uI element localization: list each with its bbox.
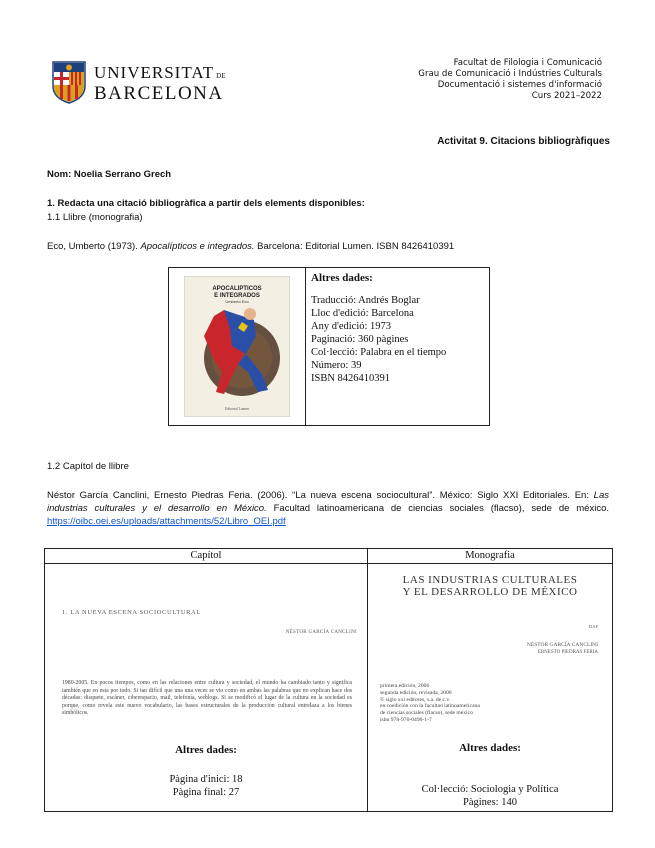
citation-author-year: Eco, Umberto (1973). <box>47 241 141 252</box>
chapter-scan-body: 1980-2005. En pocos tiempos, como en las relaciones entre cultura y sociedad, el mundo ha cambiado tanto y significa también que en esta por todo. Si tan difícil que una una veces se vio como en ambas las palabras que no explican hace dos décadas: disquete, escáner, ciberespacio, mail, telefonía, weblogs. Si se modificó el lugar de la cultura en la sociedad es porque, como revela este nuevo vocabulario, las bases estructurales de la producción cultural entrelaza a los bienes simbólicos. <box>62 680 352 717</box>
monograph-pages: Pàgines: 140 <box>463 797 517 808</box>
chapter-monograph-table <box>44 548 613 812</box>
edition-line: isbn 978-970-0490-1-7 <box>380 716 432 723</box>
cover-author: Umberto Eco <box>225 299 249 304</box>
table-header-chapter: Capítol <box>45 549 368 564</box>
edition-line: © siglo xxi editores, s.a. de c.v. <box>380 696 451 703</box>
monograph-scan-title <box>368 574 612 598</box>
chapter-scan-author: NÉSTOR GARCÍA CANCLINI <box>285 630 357 635</box>
book-info-heading: Altres dades: <box>311 272 373 284</box>
monograph-collection: Col·lecció: Sociologia y Política <box>421 784 559 795</box>
chapter-cell <box>45 564 367 811</box>
section-1-2-heading: 1.2 Capítol de llibre <box>47 461 129 472</box>
book-cover-image <box>184 276 290 417</box>
faculty-block <box>418 58 602 102</box>
university-crest-icon <box>51 60 87 104</box>
monograph-cell <box>368 564 612 811</box>
faculty-name: Facultat de Filologia i Comunicació <box>453 58 602 68</box>
monograph-scan-author2: ERNESTO PIEDRAS FERIA <box>537 650 598 655</box>
chapter-end-page: Pàgina final: 27 <box>172 787 240 798</box>
chapter-citation-link[interactable]: https://oibc.oei.es/uploads/attachments/52/Libro_OEI.pdf <box>47 516 286 527</box>
table-header-monograph: Monografia <box>368 549 612 564</box>
course-year: Curs 2021–2022 <box>531 91 602 101</box>
cover-title-line2: E INTEGRADOS <box>214 293 260 299</box>
edition-line: segunda edición, revisada, 2008 <box>380 689 452 696</box>
chapter-citation <box>47 489 609 528</box>
book-translation: Traducció: Andrés Boglar <box>311 295 420 306</box>
chapter-citation-book-title: Las industrias culturales y el desarrollo en México. <box>47 490 609 514</box>
book-citation <box>47 241 617 252</box>
university-name-line1: UNIVERSITAT <box>94 63 215 82</box>
book-details-box <box>168 267 490 426</box>
monograph-title-line2: Y EL DESARROLLO DE MÉXICO <box>402 586 578 598</box>
student-name: Nom: Noelia Serrano Grech <box>47 169 172 180</box>
citation-book-title: Apocalípticos e integrados. <box>140 241 255 252</box>
book-pages: Paginació: 360 pàgines <box>311 334 409 345</box>
cover-title-line1: APOCALIPTICOS <box>212 286 262 292</box>
chapter-info-heading: Altres dades: <box>175 744 237 756</box>
book-number: Número: 39 <box>311 360 362 371</box>
subject-name: Documentació i sistemes d'informació <box>437 80 602 90</box>
monograph-scan-dalt: DAF <box>588 624 598 629</box>
activity-title: Activitat 9. Citacions bibliogràfiques <box>437 136 610 147</box>
edition-line: de ciencias sociales (flacso), sede méxico <box>380 710 473 717</box>
university-name <box>94 64 225 103</box>
book-place: Lloc d'edició: Barcelona <box>311 308 414 319</box>
university-name-of: DE <box>216 72 226 80</box>
degree-name: Grau de Comunicació i Indústries Culturals <box>418 69 602 79</box>
book-info-cell <box>306 268 451 425</box>
edition-line: en coedición con la facultad latinoamericana <box>380 703 480 710</box>
monograph-info-heading: Altres dades: <box>459 742 521 754</box>
task-heading: 1. Redacta una citació bibliogràfica a partir dels elements disponibles: <box>47 198 365 209</box>
section-1-1-heading: 1.1 Llibre (monografia) <box>47 212 143 223</box>
cover-publisher: Editorial Lumen <box>225 407 249 411</box>
monograph-title-line1: LAS INDUSTRIAS CULTURALES <box>402 574 578 586</box>
monograph-scan-edition <box>380 683 590 724</box>
university-name-line2: BARCELONA <box>94 83 224 104</box>
citation-publisher-isbn: Barcelona: Editorial Lumen. ISBN 8426410391 <box>254 241 455 252</box>
book-isbn: ISBN 8426410391 <box>311 373 391 384</box>
chapter-citation-authors: Néstor García Canclini, Ernesto Piedras Feria. (2006). “La nueva escena sociocultural”. México: Siglo XXI Editoriales. En: <box>47 490 594 501</box>
edition-line: primera edición, 2006 <box>380 683 430 689</box>
chapter-scan-title: 1. LA NUEVA ESCENA SOCIOCULTURAL <box>62 609 201 616</box>
book-collection: Col·lecció: Palabra en el tiempo <box>311 347 447 358</box>
book-year: Any d'edició: 1973 <box>311 321 392 332</box>
monograph-scan-author1: NÉSTOR GARCÍA CANCLINI <box>526 642 598 648</box>
chapter-citation-publisher: Facultad latinoamericana de ciencias sociales (flacso), sede de méxico. <box>266 503 610 514</box>
chapter-start-page: Pàgina d'inici: 18 <box>169 774 243 785</box>
book-cover-cell <box>169 268 306 425</box>
